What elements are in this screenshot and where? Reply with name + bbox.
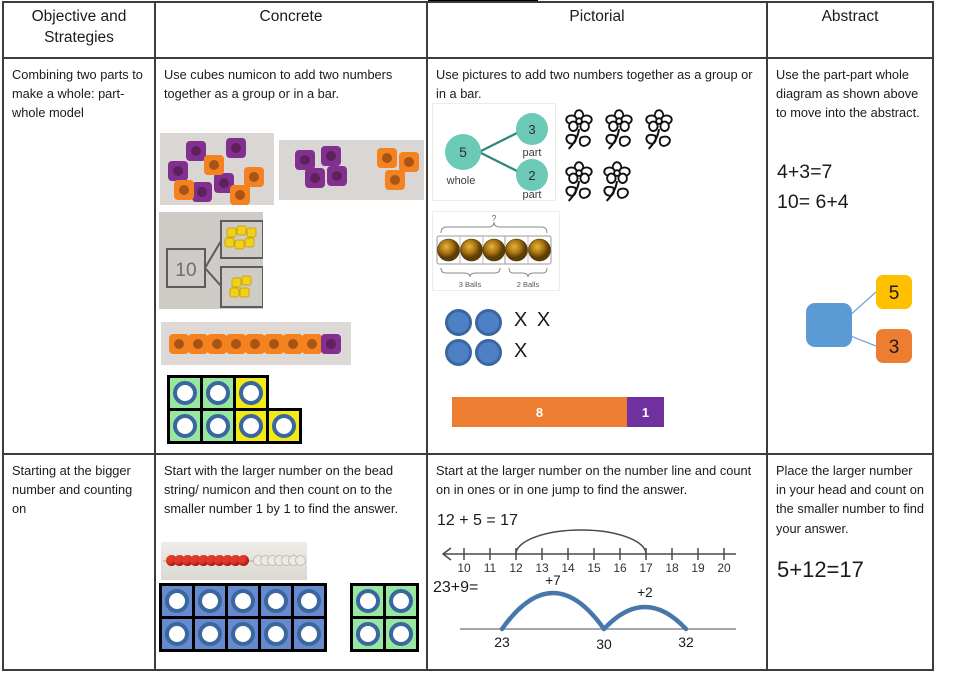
row1-concrete-cell bbox=[156, 59, 426, 453]
svg-text:14: 14 bbox=[561, 561, 575, 574]
cube bbox=[244, 167, 264, 187]
strategies-table bbox=[2, 1, 934, 671]
svg-text:16: 16 bbox=[613, 561, 627, 574]
second-equation: 23+9= bbox=[433, 579, 479, 596]
landmark-23: 23 bbox=[494, 634, 510, 650]
whole-box-label: 10 bbox=[175, 260, 197, 281]
numicon-cell bbox=[383, 583, 419, 619]
cube bbox=[226, 138, 246, 158]
numicon-cell bbox=[258, 583, 294, 619]
svg-text:15: 15 bbox=[587, 561, 601, 574]
cube bbox=[174, 180, 194, 200]
svg-text:12: 12 bbox=[509, 561, 523, 574]
part-bottom-value: 2 bbox=[528, 168, 536, 183]
group1-label: 3 Balls bbox=[458, 280, 482, 289]
bead-string-photo bbox=[161, 542, 307, 580]
connector-line bbox=[848, 292, 876, 317]
numicon-cell bbox=[383, 616, 419, 652]
cube bbox=[327, 166, 347, 186]
balls bbox=[438, 239, 551, 261]
connector-line bbox=[479, 131, 521, 152]
jump2-label: +2 bbox=[637, 585, 653, 600]
cube bbox=[245, 334, 265, 354]
number-line-equation: 12 + 5 = 17 bbox=[437, 512, 518, 529]
flower-icon bbox=[562, 161, 596, 205]
row2-pictorial-cell bbox=[428, 455, 766, 669]
cube bbox=[377, 148, 397, 168]
cube bbox=[283, 334, 303, 354]
jump-diagram bbox=[454, 573, 744, 653]
row1-pictorial-text: Use pictures to add two numbers together as a group or in a bar. bbox=[436, 67, 753, 102]
row2-objective-cell bbox=[4, 455, 154, 669]
abstract-equation: 5+12=17 bbox=[777, 557, 864, 582]
jump-arc-seven bbox=[502, 593, 604, 629]
numicon-cell bbox=[291, 616, 327, 652]
header-concrete bbox=[156, 3, 426, 57]
numicon-hole bbox=[173, 414, 197, 438]
numicon-hole bbox=[389, 622, 413, 646]
group2-brace bbox=[509, 268, 547, 277]
bar-segment-one bbox=[627, 397, 664, 427]
numicon-hole bbox=[239, 414, 263, 438]
numicon-hole bbox=[198, 589, 222, 613]
numicon-cell bbox=[233, 408, 269, 444]
header-objective bbox=[4, 3, 154, 57]
cube bbox=[321, 146, 341, 166]
numicon-four-plus-three bbox=[167, 375, 302, 444]
row1-concrete-text: Use cubes numicon to add two numbers together as a group or in a bar. bbox=[164, 67, 393, 102]
numicon-cell bbox=[159, 583, 195, 619]
svg-text:11: 11 bbox=[483, 561, 497, 574]
svg-text:20: 20 bbox=[717, 561, 731, 574]
part-bottom-value: 3 bbox=[888, 337, 900, 358]
counter-dot bbox=[475, 339, 502, 366]
bar-segment-eight-value: 8 bbox=[535, 404, 544, 420]
svg-text:19: 19 bbox=[691, 561, 705, 574]
numicon-hole bbox=[356, 589, 380, 613]
row2-abstract-text: Place the larger number in your head and count on the smaller number to find your answer. bbox=[776, 463, 924, 536]
whole-value: 5 bbox=[459, 144, 467, 160]
balls-bar-figure bbox=[432, 211, 560, 291]
total-question-label: ? bbox=[491, 214, 497, 223]
header-objective-label: Objective and Strategies bbox=[31, 8, 127, 46]
numicon-hole bbox=[165, 589, 189, 613]
row2-concrete-cell bbox=[156, 455, 426, 669]
numicon-hole bbox=[173, 381, 197, 405]
cubes-group-photo bbox=[160, 133, 274, 205]
svg-text:10: 10 bbox=[457, 561, 471, 574]
numicon-cell bbox=[233, 375, 269, 411]
number-line bbox=[436, 518, 744, 574]
counter-dot bbox=[445, 309, 472, 336]
bead bbox=[295, 555, 306, 566]
row2-concrete-text: Start with the larger number on the bead string/ numicon and then count on to the smaller number 1 by 1 to find the answer. bbox=[164, 463, 399, 517]
numicon-cell bbox=[192, 616, 228, 652]
header-pictorial-label: Pictorial bbox=[569, 8, 625, 25]
numicon-cell bbox=[167, 408, 203, 444]
cube bbox=[305, 168, 325, 188]
numicon-hole bbox=[264, 622, 288, 646]
equation-line: 10= 6+4 bbox=[777, 191, 849, 214]
header-concrete-label: Concrete bbox=[259, 8, 323, 25]
numicon-cell bbox=[258, 616, 294, 652]
flower-group-three bbox=[562, 109, 676, 153]
cube bbox=[204, 155, 224, 175]
jump1-label: +7 bbox=[545, 573, 561, 588]
cube bbox=[302, 334, 322, 354]
numicon-hole bbox=[198, 622, 222, 646]
numicon-cell bbox=[350, 583, 386, 619]
flower-icon bbox=[600, 161, 634, 205]
cube bbox=[321, 334, 341, 354]
numicon-cell bbox=[225, 616, 261, 652]
svg-text:18: 18 bbox=[665, 561, 679, 574]
landmark-32: 32 bbox=[678, 634, 694, 650]
cube bbox=[186, 141, 206, 161]
cross-marks-top: X X bbox=[514, 309, 553, 331]
header-pictorial bbox=[428, 3, 766, 57]
part-top-label: part bbox=[522, 147, 542, 159]
abstract-part-whole-diagram bbox=[798, 267, 932, 382]
numicon-cell bbox=[350, 616, 386, 652]
jump-arc-two bbox=[604, 607, 686, 629]
cube bbox=[295, 150, 315, 170]
numicon-hole bbox=[239, 381, 263, 405]
numicon-hole bbox=[264, 589, 288, 613]
cube-bar-photo bbox=[161, 322, 351, 365]
bar-segment-eight bbox=[452, 397, 627, 427]
cube bbox=[226, 334, 246, 354]
row1-objective-cell bbox=[4, 59, 154, 453]
row1-pictorial-cell bbox=[428, 59, 766, 453]
header-abstract bbox=[768, 3, 932, 57]
flower-icon bbox=[642, 109, 676, 153]
numicon-cell bbox=[192, 583, 228, 619]
numicon-hole bbox=[231, 589, 255, 613]
cube bbox=[188, 334, 208, 354]
group2-label: 2 Balls bbox=[516, 280, 540, 289]
group1-brace bbox=[441, 268, 500, 277]
connector-line bbox=[479, 152, 521, 173]
svg-text:13: 13 bbox=[535, 561, 549, 574]
landmark-30: 30 bbox=[596, 636, 612, 652]
numicon-hole bbox=[165, 622, 189, 646]
counter-dot bbox=[445, 339, 472, 366]
row2-abstract-cell bbox=[768, 455, 932, 669]
bar-model bbox=[452, 397, 664, 427]
numicon-hole bbox=[206, 414, 230, 438]
ten-part-whole-photo bbox=[159, 212, 263, 309]
numicon-cell bbox=[266, 408, 302, 444]
flower-icon bbox=[562, 109, 596, 153]
numicon-ten-frame bbox=[159, 583, 327, 652]
top-brace bbox=[441, 222, 547, 233]
equation-line: 4+3=7 bbox=[777, 161, 833, 183]
row2-objective-text: Starting at the bigger number and counting on bbox=[12, 463, 133, 517]
cube bbox=[192, 182, 212, 202]
cube bbox=[230, 185, 250, 205]
counter-dot bbox=[475, 309, 502, 336]
part-top-value: 3 bbox=[528, 122, 536, 137]
numicon-hole bbox=[297, 622, 321, 646]
header-abstract-label: Abstract bbox=[821, 8, 879, 25]
numicon-cell bbox=[200, 375, 236, 411]
numicon-hole bbox=[231, 622, 255, 646]
bead bbox=[238, 555, 249, 566]
jump-arc bbox=[516, 530, 646, 554]
cross-mark-bottom: X bbox=[514, 340, 530, 362]
numicon-hole bbox=[297, 589, 321, 613]
numicon-cell bbox=[291, 583, 327, 619]
cube bbox=[399, 152, 419, 172]
numicon-cell bbox=[159, 616, 195, 652]
svg-text:17: 17 bbox=[639, 561, 653, 574]
row2-pictorial-text: Start at the larger number on the number line and count on in ones or in one jump to find the answer. bbox=[436, 463, 752, 498]
flower-group-two bbox=[562, 161, 634, 205]
whole-label: whole bbox=[446, 175, 476, 187]
numicon-cell bbox=[200, 408, 236, 444]
numicon-four-frame bbox=[350, 583, 423, 652]
numicon-cell bbox=[167, 375, 203, 411]
numicon-hole bbox=[272, 414, 296, 438]
connector-line bbox=[848, 335, 876, 346]
row1-objective-text: Combining two parts to make a whole: part- whole model bbox=[12, 67, 143, 121]
cube bbox=[207, 334, 227, 354]
numicon-cell bbox=[225, 583, 261, 619]
cube bbox=[264, 334, 284, 354]
numicon-hole bbox=[389, 589, 413, 613]
numicon-hole bbox=[356, 622, 380, 646]
part-whole-diagram bbox=[432, 103, 556, 201]
counters-grid bbox=[445, 309, 502, 366]
cubes-two-groups-photo bbox=[279, 140, 424, 200]
whole-square bbox=[806, 303, 852, 347]
abstract-equations bbox=[777, 157, 849, 217]
row1-abstract-cell bbox=[768, 59, 932, 453]
bar-segment-one-value: 1 bbox=[641, 404, 650, 420]
numicon-hole bbox=[206, 381, 230, 405]
cube bbox=[168, 161, 188, 181]
flower-icon bbox=[602, 109, 636, 153]
cube bbox=[385, 170, 405, 190]
row1-abstract-text: Use the part-part whole diagram as shown above to move into the abstract. bbox=[776, 67, 920, 121]
part-top-value: 5 bbox=[888, 283, 900, 304]
part-bottom-label: part bbox=[522, 189, 542, 201]
cube bbox=[169, 334, 189, 354]
